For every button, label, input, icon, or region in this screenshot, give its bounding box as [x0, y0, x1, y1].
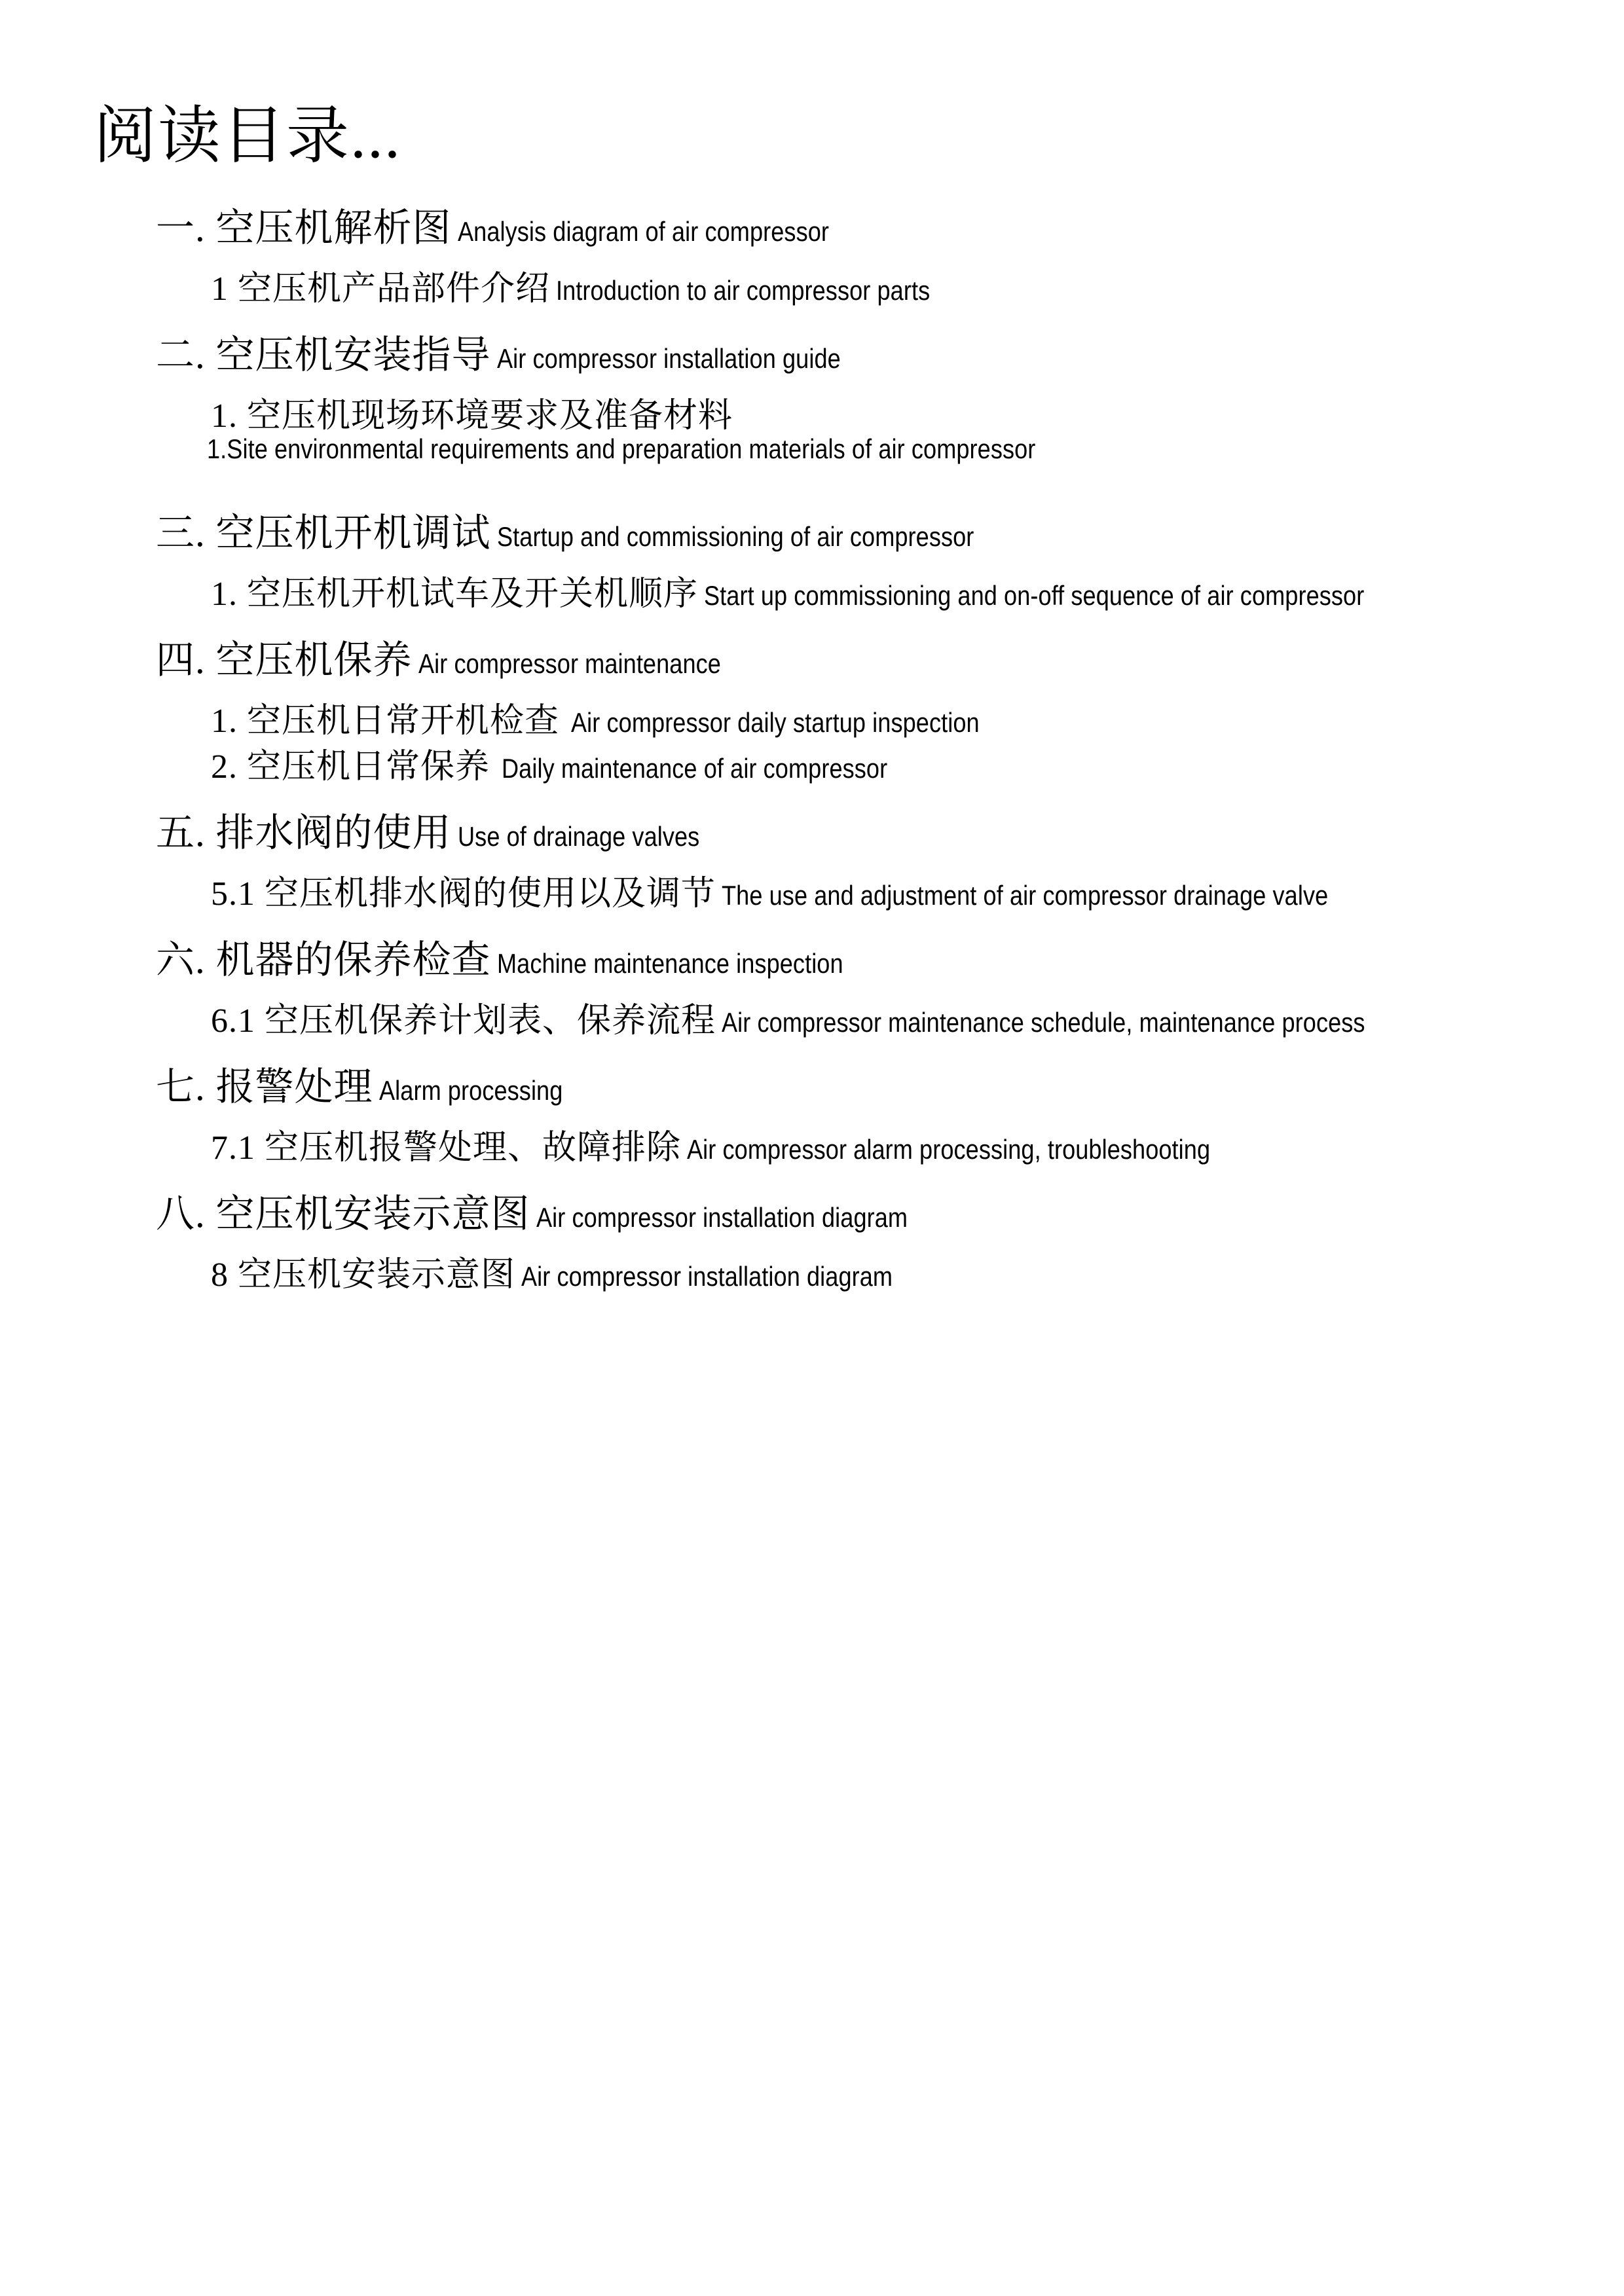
toc-item-8-1-en: Air compressor installation diagram	[521, 1261, 893, 1292]
toc-item-3-1-cn: 1. 空压机开机试车及开关机顺序	[211, 575, 699, 613]
toc-item-2-1-translation[interactable]	[0, 433, 1624, 484]
toc-heading-5[interactable]	[0, 801, 1624, 866]
toc-item-2-1[interactable]	[0, 388, 1624, 433]
toc-heading-8-en: Air compressor installation diagram	[536, 1202, 908, 1233]
toc-item-1-1-cn: 1 空压机产品部件介绍	[211, 270, 551, 308]
toc-heading-5-cn: 五. 排水阀的使用	[156, 811, 452, 854]
toc-item-4-2[interactable]	[0, 738, 1624, 801]
toc-item-7-1-en: Air compressor alarm processing, troubleshooting	[687, 1134, 1211, 1165]
toc-heading-1-en: Analysis diagram of air compressor	[457, 216, 829, 247]
toc-heading-8[interactable]	[0, 1182, 1624, 1247]
toc-item-1-1[interactable]	[0, 261, 1624, 323]
toc-heading-4-en: Air compressor maintenance	[418, 648, 721, 679]
toc-item-4-2-en: Daily maintenance of air compressor	[502, 753, 888, 784]
toc-heading-3-cn: 三. 空压机开机调试	[156, 511, 491, 555]
toc-item-2-1-en: 1.Site environmental requirements and preparation materials of air compressor	[207, 433, 1036, 464]
toc-heading-3[interactable]	[0, 501, 1624, 566]
toc-heading-2[interactable]	[0, 323, 1624, 388]
toc-heading-1-cn: 一. 空压机解析图	[156, 206, 452, 249]
toc-item-8-1[interactable]	[0, 1247, 1624, 1309]
toc-heading-6-cn: 六. 机器的保养检查	[156, 938, 491, 981]
page-title: 阅读目录...	[94, 101, 401, 171]
toc-heading-5-en: Use of drainage valves	[457, 821, 699, 852]
toc-heading-2-cn: 二. 空压机安装指导	[156, 333, 491, 376]
toc-heading-1[interactable]	[0, 196, 1624, 261]
table-of-contents	[0, 196, 1624, 1309]
toc-item-6-1-cn: 6.1 空压机保养计划表、保养流程	[211, 1002, 716, 1040]
toc-heading-2-en: Air compressor installation guide	[496, 343, 841, 374]
toc-item-5-1-cn: 5.1 空压机排水阀的使用以及调节	[211, 875, 716, 913]
toc-item-3-1-en: Start up commissioning and on-off sequence of air compressor	[704, 580, 1365, 611]
toc-item-2-1-cn: 1. 空压机现场环境要求及准备材料	[211, 397, 733, 435]
toc-heading-8-cn: 八. 空压机安装示意图	[156, 1192, 530, 1235]
toc-item-1-1-en: Introduction to air compressor parts	[556, 275, 931, 306]
toc-item-4-2-cn: 2. 空压机日常保养	[211, 748, 490, 786]
toc-item-5-1[interactable]	[0, 866, 1624, 928]
toc-heading-6-en: Machine maintenance inspection	[496, 948, 843, 979]
toc-item-8-1-cn: 8 空压机安装示意图	[211, 1256, 516, 1294]
toc-heading-6[interactable]	[0, 928, 1624, 993]
toc-heading-7[interactable]	[0, 1055, 1624, 1120]
toc-item-5-1-en: The use and adjustment of air compressor drainage valve	[722, 880, 1329, 911]
toc-item-7-1[interactable]	[0, 1120, 1624, 1182]
toc-heading-7-cn: 七. 报警处理	[156, 1065, 373, 1108]
toc-item-7-1-cn: 7.1 空压机报警处理、故障排除	[211, 1129, 682, 1167]
toc-item-4-1-cn: 1. 空压机日常开机检查	[211, 702, 560, 740]
toc-item-6-1-en: Air compressor maintenance schedule, maintenance process	[722, 1007, 1365, 1038]
toc-heading-4[interactable]	[0, 629, 1624, 693]
toc-heading-4-cn: 四. 空压机保养	[156, 638, 413, 682]
toc-item-4-1[interactable]	[0, 693, 1624, 738]
toc-item-6-1[interactable]	[0, 993, 1624, 1055]
toc-heading-3-en: Startup and commissioning of air compressor	[496, 521, 974, 552]
toc-heading-7-en: Alarm processing	[378, 1075, 563, 1106]
toc-item-4-1-en: Air compressor daily startup inspection	[571, 707, 980, 738]
toc-item-3-1[interactable]	[0, 566, 1624, 629]
